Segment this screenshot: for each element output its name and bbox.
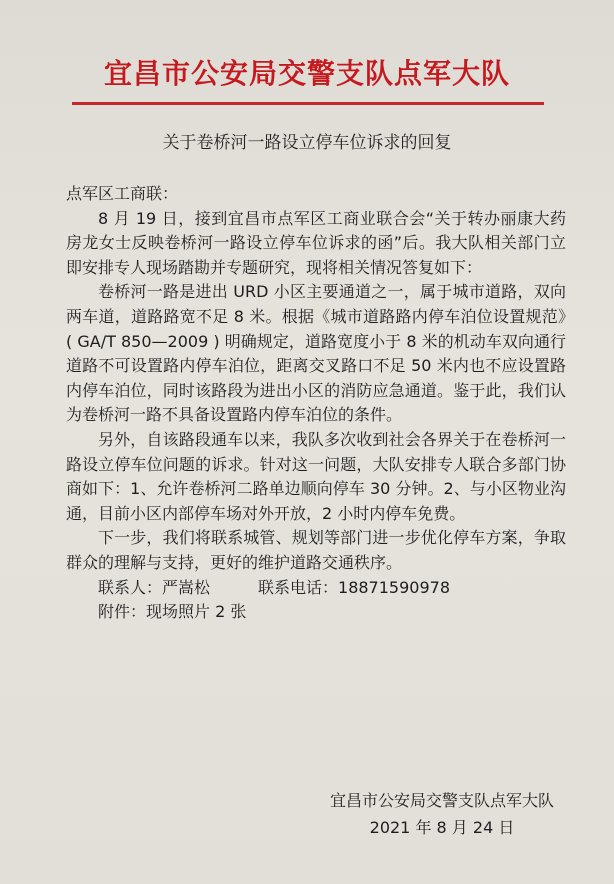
signature-date: 2021 年 8 月 24 日 xyxy=(369,818,515,837)
attachment-line: 附件：现场照片 2 张 xyxy=(98,602,247,622)
signature-org: 宜昌市公安局交警支队点军大队 xyxy=(329,791,554,810)
body-paragraph-4: 下一步，我们将联系城管、规划等部门进一步优化停车方案，争取群众的理解与支持，更好的维护道路交通秩序。 xyxy=(66,528,566,572)
body-paragraph-2: 卷桥河一路是进出 URD 小区主要通道之一，属于城市道路，双向两车道，道路路宽不足 8 米。根据《城市道路路内停车泊位设置规范》( GA/T 850—2009 ) 明确规定，道路宽度小于 8 米的机动车双向通行道路不可设置路内停车泊位，距离交叉路口不足 50 米内也不应设置路内停车泊位，同时该路段为进出小区的消防应急通道。鉴于此，我们认为卷桥河一路不具备设置路内停车泊位的条件。 xyxy=(66,282,566,425)
document-title: 关于卷桥河一路设立停车位诉求的回复 xyxy=(162,133,452,153)
red-header-rule xyxy=(72,102,544,105)
salutation: 点军区工商联： xyxy=(66,184,179,203)
body-paragraph-1: 8 月 19 日，接到宜昌市点军区工商业联合会“关于转办丽康大药房龙女士反映卷桥河一路设立停车位诉求的函”后。我大队相关部门立即安排专人现场踏勘并专题研究，现将相关情况答复如下： xyxy=(66,208,566,277)
document-body xyxy=(66,182,566,625)
contact-line xyxy=(66,576,566,601)
org-header-title: 宜昌市公安局交警支队点军大队 xyxy=(103,57,510,90)
contact-phone: 联系电话：18871590978 xyxy=(258,577,450,597)
contact-person: 联系人：严嵩松 xyxy=(98,577,211,597)
body-paragraph-3: 另外，自该路段通车以来，我队多次收到社会各界关于在卷桥河一路设立停车位问题的诉求。针对这一问题，大队安排专人联合多部门协商如下：1、允许卷桥河二路单边顺向停车 30 分钟。2、与小区物业沟通，目前小区内部停车场对外开放，2 小时内停车免费。 xyxy=(66,429,566,523)
signature-block xyxy=(330,787,554,841)
